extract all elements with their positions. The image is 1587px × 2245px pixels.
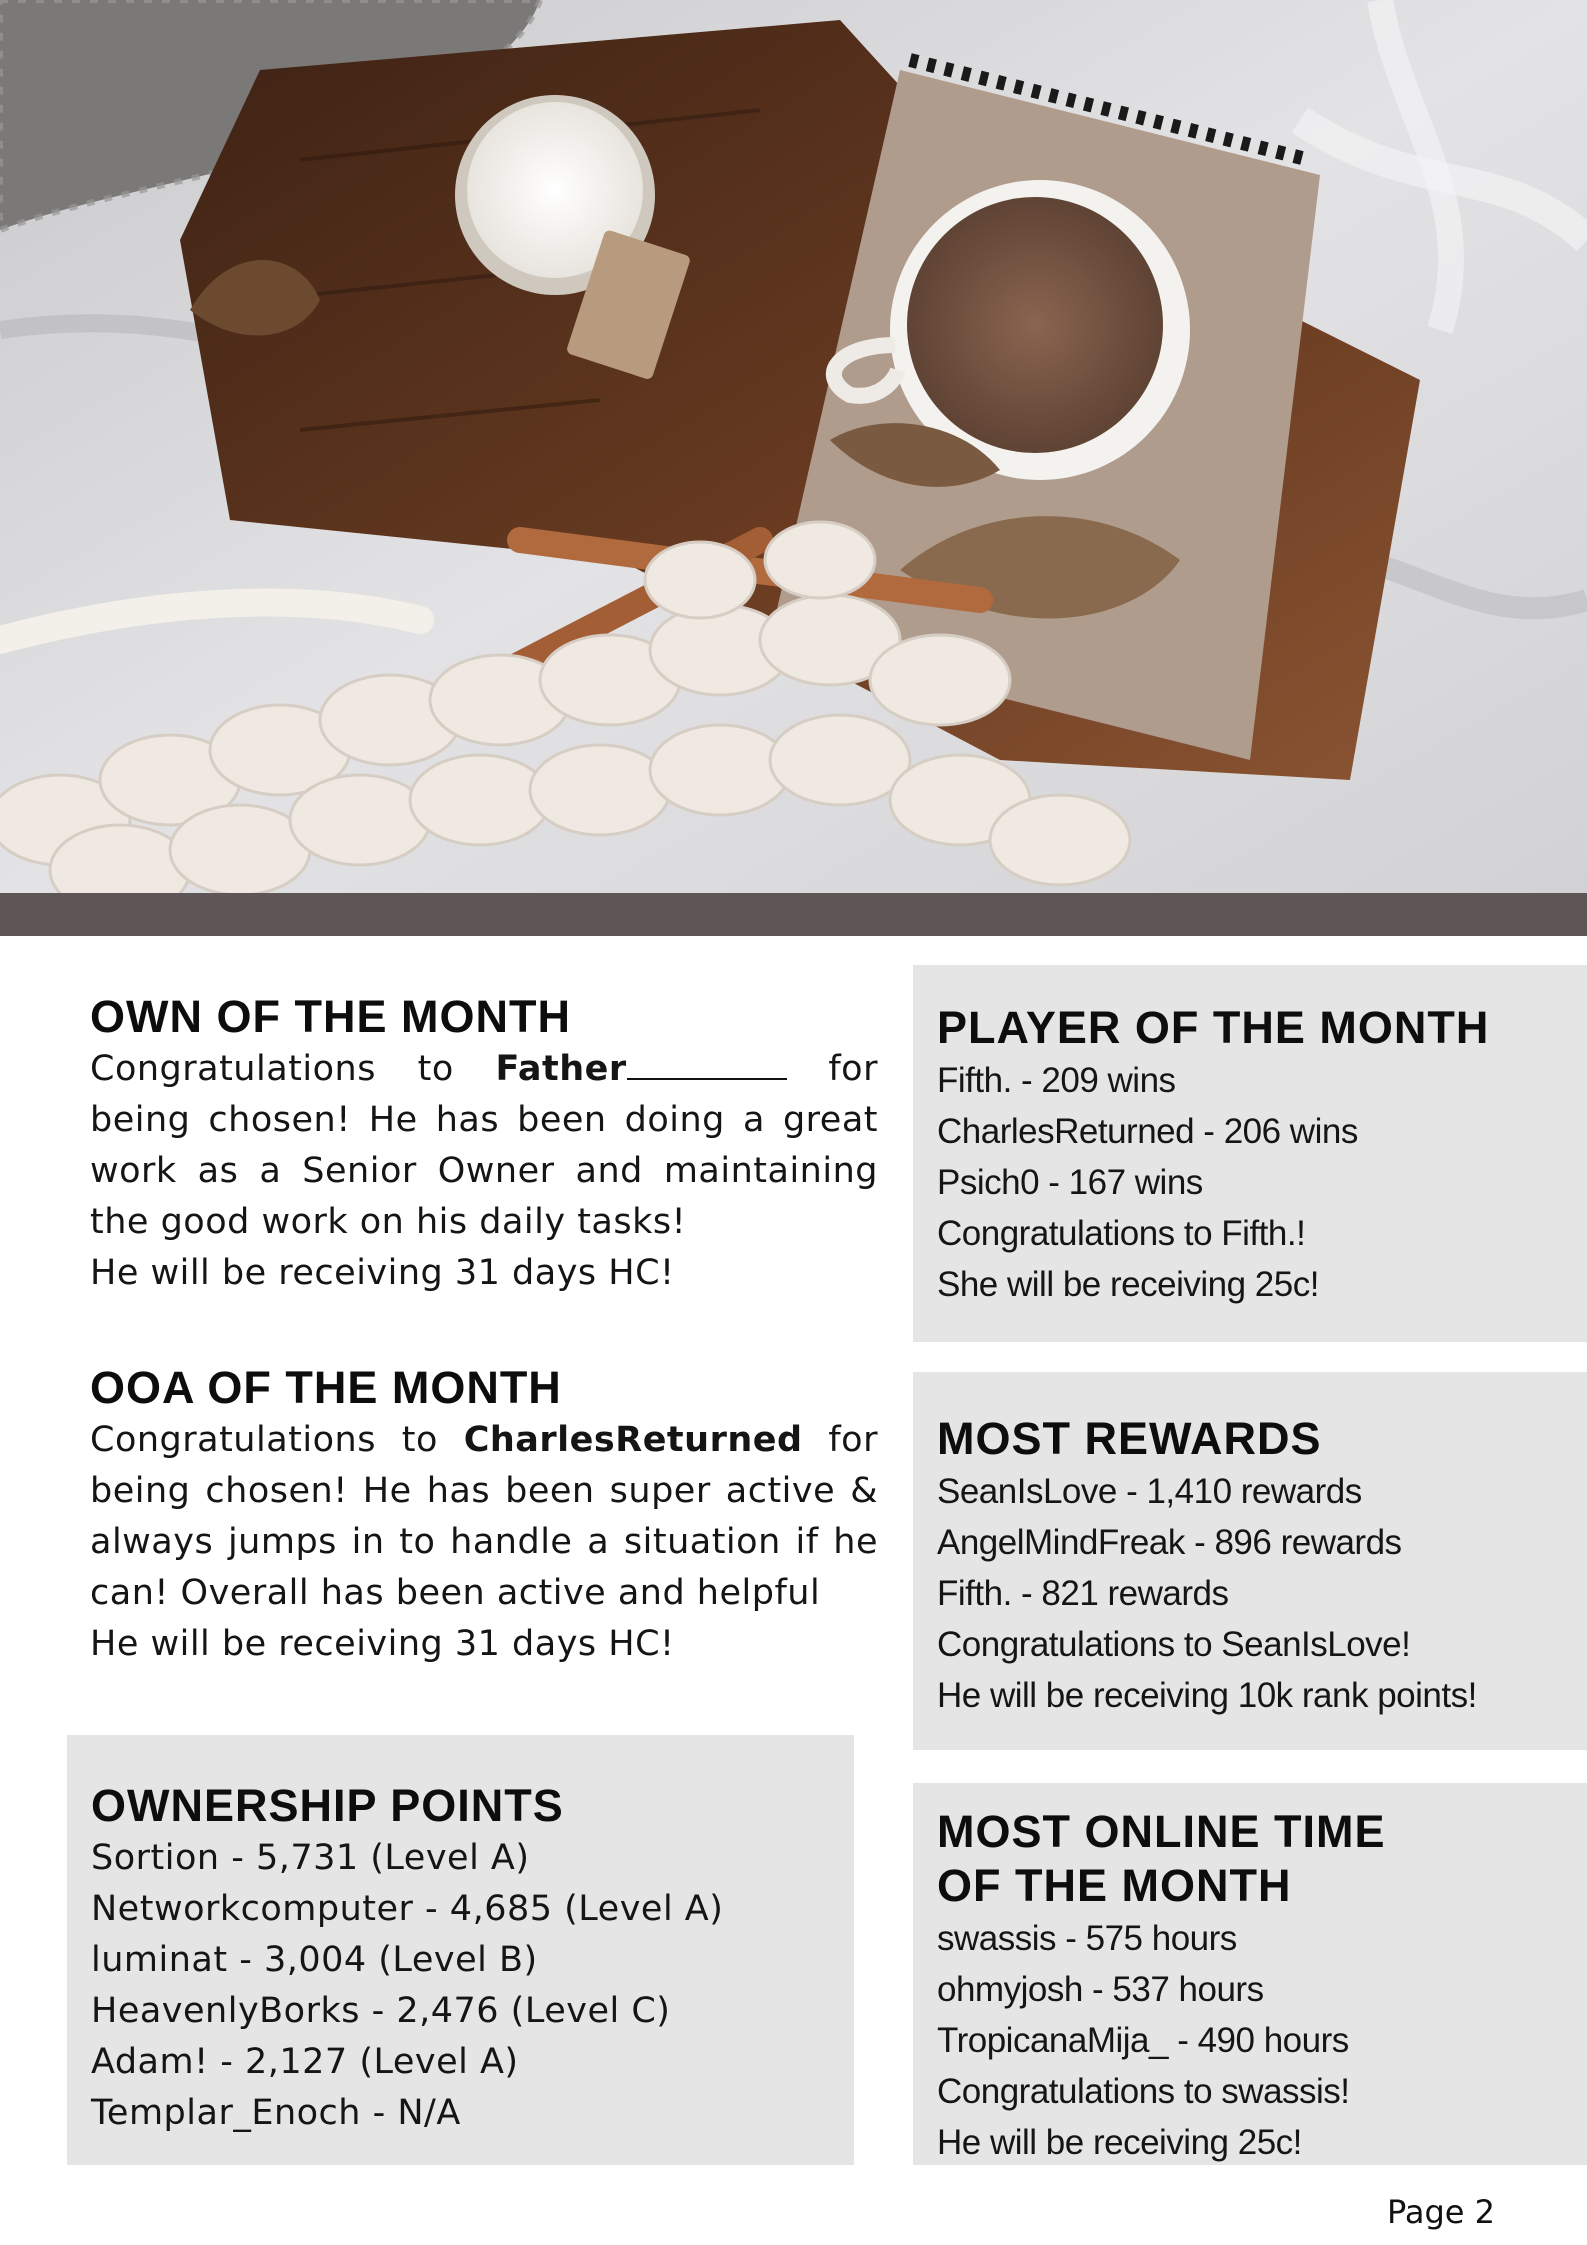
ooa-title: OOA OF THE MONTH bbox=[90, 1362, 562, 1413]
hero-photo bbox=[0, 0, 1587, 893]
rewards-item: AngelMindFreak - 896 rewards bbox=[937, 1523, 1402, 1562]
online-title-line2: OF THE MONTH bbox=[937, 1860, 1292, 1911]
own-name: Father bbox=[495, 1049, 627, 1089]
ooa-name: CharlesReturned bbox=[463, 1420, 803, 1460]
player-item: Fifth. - 209 wins bbox=[937, 1061, 1176, 1100]
ooa-text bbox=[90, 1415, 878, 1619]
name-blank-line bbox=[627, 1046, 787, 1080]
own-text bbox=[90, 1044, 878, 1248]
player-of-month-panel bbox=[913, 965, 1587, 1342]
ooa-reward: He will be receiving 31 days HC! bbox=[90, 1624, 675, 1664]
own-of-month-section bbox=[90, 990, 878, 1299]
player-item: Congratulations to Fifth.! bbox=[937, 1214, 1306, 1253]
ooa-pre: Congratulations to bbox=[90, 1420, 464, 1460]
player-item: She will be receiving 25c! bbox=[937, 1265, 1319, 1304]
own-post: for being chosen! He has been doing a great work as a Senior Owner and maintaining the good work on his daily tasks! bbox=[90, 1049, 878, 1242]
divider-bar bbox=[0, 893, 1587, 936]
page-number: Page 2 bbox=[1387, 2193, 1495, 2231]
own-reward: He will be receiving 31 days HC! bbox=[90, 1253, 675, 1293]
online-item: He will be receiving 25c! bbox=[937, 2123, 1302, 2162]
player-item: Psich0 - 167 wins bbox=[937, 1163, 1203, 1202]
rewards-item: Fifth. - 821 rewards bbox=[937, 1574, 1229, 1613]
most-online-time-panel bbox=[913, 1783, 1587, 2165]
rewards-item: Congratulations to SeanIsLove! bbox=[937, 1625, 1411, 1664]
rewards-item: SeanIsLove - 1,410 rewards bbox=[937, 1472, 1362, 1511]
online-title-line1: MOST ONLINE TIME bbox=[937, 1806, 1386, 1857]
online-item: ohmyjosh - 537 hours bbox=[937, 1970, 1264, 2009]
ownership-item: Sortion - 5,731 (Level A) bbox=[91, 1838, 530, 1878]
ownership-item: Networkcomputer - 4,685 (Level A) bbox=[91, 1889, 724, 1929]
ownership-item: HeavenlyBorks - 2,476 (Level C) bbox=[91, 1991, 671, 2031]
online-item: Congratulations to swassis! bbox=[937, 2072, 1350, 2111]
ooa-post: for being chosen! He has been super active & always jumps in to handle a situation if he can! Overall has been active and helpful bbox=[90, 1420, 878, 1613]
online-item: TropicanaMija_ - 490 hours bbox=[937, 2021, 1349, 2060]
rewards-title: MOST REWARDS bbox=[937, 1413, 1322, 1464]
player-title: PLAYER OF THE MONTH bbox=[937, 1002, 1490, 1053]
ownership-item: Templar_Enoch - N/A bbox=[91, 2093, 461, 2133]
ownership-item: luminat - 3,004 (Level B) bbox=[91, 1940, 538, 1980]
cozy-flatlay-illustration bbox=[0, 0, 1587, 893]
online-item: swassis - 575 hours bbox=[937, 1919, 1237, 1958]
rewards-item: He will be receiving 10k rank points! bbox=[937, 1676, 1477, 1715]
ooa-of-month-section bbox=[90, 1361, 878, 1670]
own-title: OWN OF THE MONTH bbox=[90, 991, 571, 1042]
ownership-item: Adam! - 2,127 (Level A) bbox=[91, 2042, 519, 2082]
player-item: CharlesReturned - 206 wins bbox=[937, 1112, 1358, 1151]
ownership-title: OWNERSHIP POINTS bbox=[91, 1780, 564, 1831]
ownership-points-panel bbox=[67, 1735, 854, 2165]
own-pre: Congratulations to bbox=[90, 1049, 496, 1089]
most-rewards-panel bbox=[913, 1372, 1587, 1750]
